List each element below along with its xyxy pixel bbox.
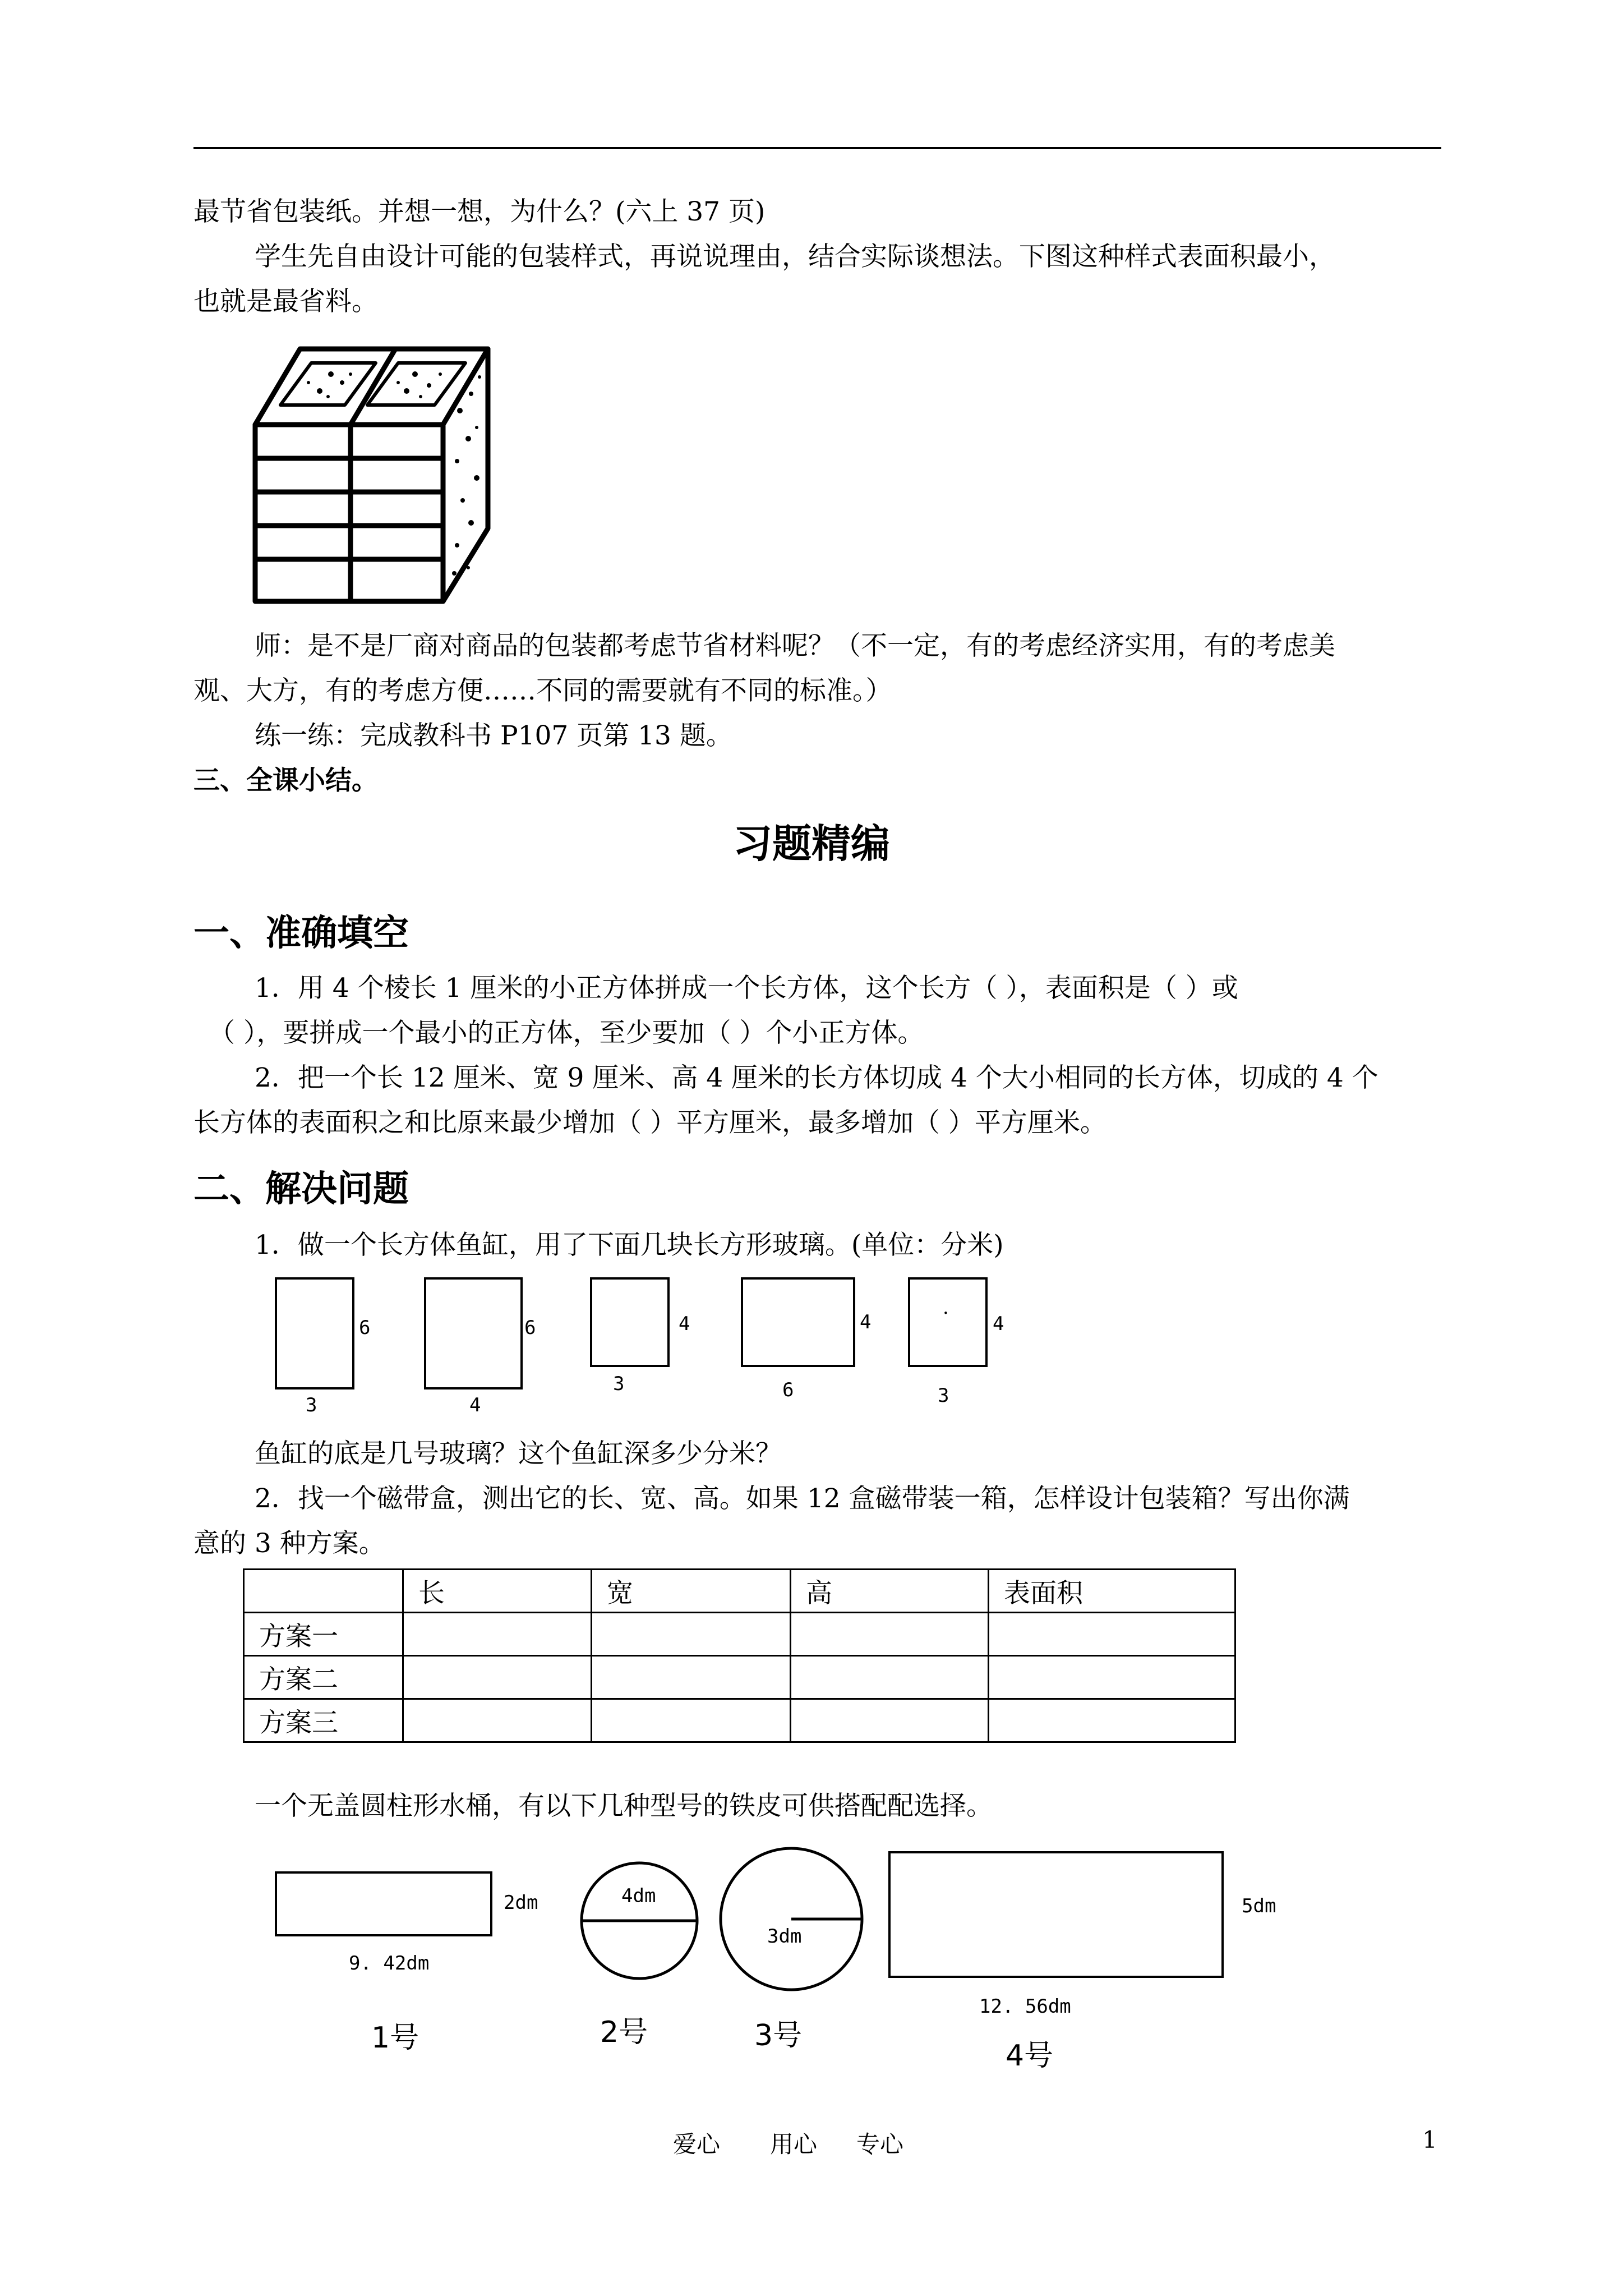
table-cell[interactable] [989,1656,1235,1699]
question-line: 一个无盖圆柱形水桶，有以下几种型号的铁皮可供搭配配选择。 [255,1791,993,1821]
sheet-1-height-label: 2dm [504,1892,538,1914]
part2-heading: 二、解决问题 [193,1168,409,1210]
glass-pane [590,1277,670,1367]
question-line: 1．做一个长方体鱼缸，用了下面几块长方形玻璃。(单位：分米) [255,1230,1004,1260]
sheet-3-radius-label: 3dm [767,1925,802,1948]
table-cell[interactable] [989,1613,1235,1656]
question-line: （ ），要拼成一个最小的正方体，至少要加（ ）个小正方体。 [209,1018,924,1048]
table-header-cell: 表面积 [989,1570,1235,1613]
glass-width-label: 4 [469,1394,481,1416]
glass-height-label: 6 [359,1317,371,1339]
summary-heading: 三、全课小结。 [193,765,378,796]
glass-width-label: 3 [613,1373,625,1395]
footer-text: 专心 [856,2131,904,2158]
table-cell[interactable] [592,1699,791,1742]
sheet-4-height-label: 5dm [1242,1895,1276,1917]
table-cell[interactable] [592,1613,791,1656]
sheet-3-circle [718,1846,865,1993]
stacked-boxes-illustration [247,343,505,607]
sheet-2-name: 2号 [600,2016,648,2049]
table-header-cell: 宽 [592,1570,791,1613]
sheet-4-width-label: 12. 56dm [979,1995,1071,2018]
page-number: 1 [1422,2126,1437,2154]
glass-width-label: 3 [306,1394,317,1416]
table-row [244,1613,1235,1656]
glass-width-label: 6 [782,1379,794,1401]
glass-width-label: 3 [938,1384,949,1407]
footer-text: 用心 [770,2131,818,2158]
sheet-4-rectangle [888,1851,1224,1978]
table-row [244,1656,1235,1699]
part1-heading: 一、准确填空 [193,913,409,954]
table-cell[interactable] [791,1699,989,1742]
table-cell[interactable] [989,1699,1235,1742]
table-cell[interactable] [791,1656,989,1699]
glass-height-label: 4 [679,1313,690,1335]
table-header-cell [244,1570,403,1613]
sheet-1-name: 1号 [371,2021,419,2055]
glass-pane [741,1277,855,1367]
table-cell[interactable] [592,1656,791,1699]
glass-height-label: 4 [860,1311,872,1333]
table-cell[interactable] [403,1656,592,1699]
question-line: 1．用 4 个棱长 1 厘米的小正方体拼成一个长方体，这个长方（ ），表面积是（ ）或 [255,973,1238,1004]
text-line: 最节省包装纸。并想一想，为什么？(六上 37 页) [193,196,766,227]
footer-text: 爱心 [673,2131,721,2158]
sheet-1-rectangle [275,1871,492,1936]
question-line: 2．找一个磁带盒，测出它的长、宽、高。如果 12 盒磁带装一箱，怎样设计包装箱？写出你满 [255,1483,1350,1514]
question-line: 意的 3 种方案。 [193,1528,385,1559]
glass-height-label: 4 [993,1313,1004,1335]
section-title: 习题精编 [733,820,890,867]
question-line: 鱼缸的底是几号玻璃？这个鱼缸深多少分米？ [255,1438,782,1469]
text-line: 练一练：完成教科书 P107 页第 13 题。 [255,720,732,751]
table-header-row [244,1570,1235,1613]
table-header-cell: 高 [791,1570,989,1613]
text-line: 学生先自由设计可能的包装样式，再说说理由，结合实际谈想法。下图这种样式表面积最小， [255,241,1335,272]
text-line: 也就是最省料。 [193,286,378,317]
glass-pane [424,1277,523,1389]
question-line: 2．把一个长 12 厘米、宽 9 厘米、高 4 厘米的长方体切成 4 个大小相同的长方体，切成的 4 个 [255,1062,1378,1093]
sheet-3-name: 3号 [754,2019,803,2053]
question-line: 长方体的表面积之和比原来最少增加（ ）平方厘米，最多增加（ ）平方厘米。 [193,1107,1106,1138]
glass-height-label: 6 [524,1317,536,1339]
table-cell: 方案一 [244,1613,403,1656]
glass-pane [275,1277,354,1389]
table-header-cell: 长 [403,1570,592,1613]
text-line: 观、大方，有的考虑方便……不同的需要就有不同的标准。） [193,675,892,706]
header-rule [193,147,1441,149]
sheet-1-width-label: 9. 42dm [349,1952,430,1975]
table-row [244,1699,1235,1742]
text-line: 师：是不是厂商对商品的包装都考虑节省材料呢？（不一定，有的考虑经济实用，有的考虑美 [255,631,1335,661]
table-cell: 方案三 [244,1699,403,1742]
table-cell[interactable] [791,1613,989,1656]
table-cell: 方案二 [244,1656,403,1699]
glass-dot: · [943,1302,949,1324]
sheet-4-name: 4号 [1006,2039,1054,2073]
table-cell[interactable] [403,1699,592,1742]
sheet-2-circle [578,1859,701,1982]
table-cell[interactable] [403,1613,592,1656]
glass-pane [908,1277,988,1367]
sheet-2-diameter-label: 4dm [621,1885,656,1907]
plan-table [243,1568,1236,1743]
